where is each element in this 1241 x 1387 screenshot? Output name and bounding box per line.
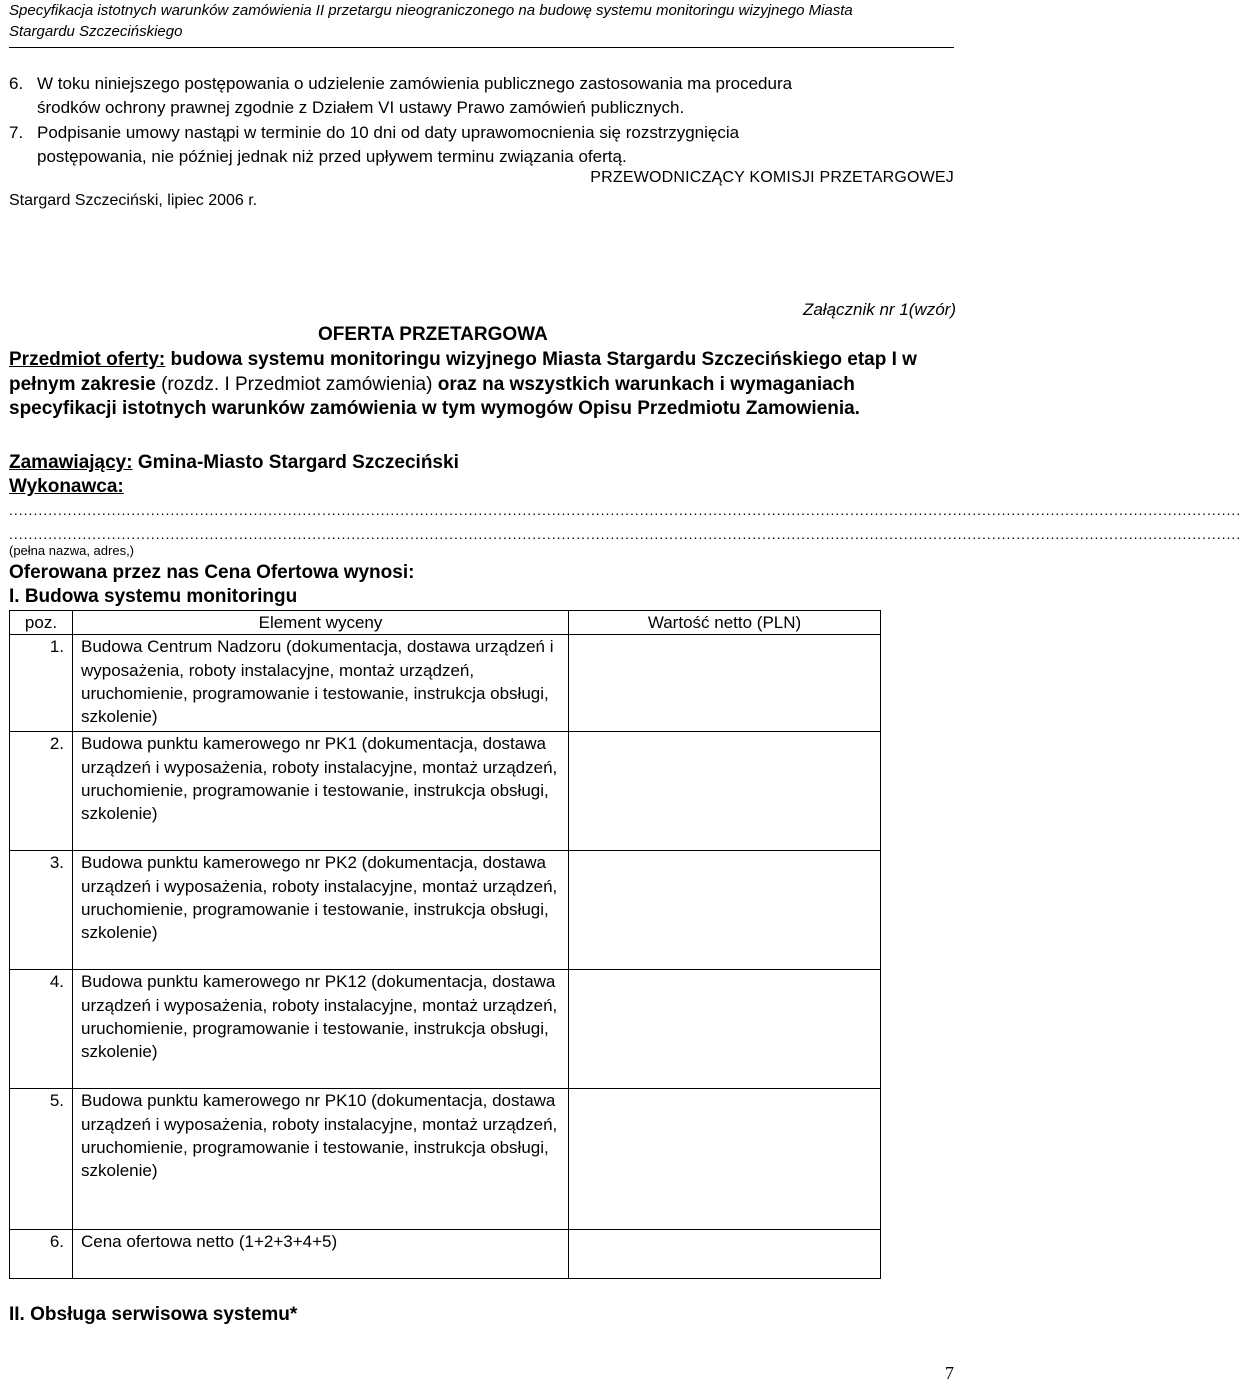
paragraph-number: 7. [9, 123, 24, 142]
document-header [9, 0, 954, 48]
header-line-1: Specyfikacja istotnych warunków zamówienia II przetargu nieograniczonego na budowę systemu monitoringu wizyjnego Miasta [9, 2, 853, 19]
table-row [10, 1089, 881, 1230]
row-description: Budowa Centrum Nadzoru (dokumentacja, dostawa urządzeń i wyposażenia, roboty instalacyjne, montaż urządzeń, uruchomienie, programowanie i testowanie, instrukcja obsługi, szkolenie) [73, 635, 569, 732]
subject-conditions: oraz na wszystkich warunkach i wymaganiach specyfikacji istotnych warunków zamówienia w tym wymogów Opisu Przedmiotu Zamowienia. [9, 373, 860, 419]
row-value [569, 851, 881, 970]
contractor-line [9, 475, 124, 499]
subject-reference: (rozdz. I Przedmiot zamówienia) [161, 373, 433, 395]
header-net-value: Wartość netto (PLN) [569, 611, 881, 635]
contractor-label: Wykonawca: [9, 476, 124, 497]
row-number: 3. [10, 851, 73, 970]
contractor-dots-line: ............................................................................................................................................................................................................................................................ [9, 526, 1241, 542]
row-description: Budowa punktu kamerowego nr PK1 (dokumentacja, dostawa urządzeń i wyposażenia, roboty instalacyjne, montaż urządzeń, uruchomienie, programowanie i testowanie, instrukcja obsługi, szkolenie) [73, 732, 569, 851]
client-value: Gmina-Miasto Stargard Szczeciński [132, 452, 459, 473]
header-element: Element wyceny [73, 611, 569, 635]
row-number: 2. [10, 732, 73, 851]
row-number: 4. [10, 970, 73, 1089]
table-header-row [10, 611, 881, 635]
paragraph-number: 6. [9, 74, 24, 93]
section-2-title: II. Obsługa serwisowa systemu* [9, 1304, 298, 1325]
price-heading: Oferowana przez nas Cena Ofertowa wynosi: [9, 562, 415, 583]
paragraph-line: Podpisanie umowy nastąpi w terminie do 10 dni od daty uprawomocnienia się rozstrzygnięcia [37, 123, 740, 142]
paragraph-line: środków ochrony prawnej zgodnie z Działem VI ustawy Prawo zamówień publicznych. [37, 98, 685, 117]
paragraph-line: postępowania, nie później jednak niż przed upływem terminu związania ofertą. [37, 147, 627, 166]
row-value [569, 732, 881, 851]
row-number: 1. [10, 635, 73, 732]
row-description: Budowa punktu kamerowego nr PK10 (dokumentacja, dostawa urządzeń i wyposażenia, roboty instalacyjne, montaż urządzeń, uruchomienie, programowanie i testowanie, instrukcja obsługi, szkolenie) [73, 1089, 569, 1230]
chairman-signature: PRZEWODNICZĄCY KOMISJI PRZETARGOWEJ [590, 169, 954, 186]
row-value [569, 1230, 881, 1279]
paragraph-7 [9, 121, 740, 169]
subject-text: budowa systemu monitoringu wizyjnego Miasta Stargardu Szczecińskiego etap I w pełnym zakresie [9, 349, 917, 395]
table-row [10, 970, 881, 1089]
paragraph-6 [9, 72, 793, 120]
row-value [569, 1089, 881, 1230]
row-number: 6. [10, 1230, 73, 1279]
table-row-total [10, 1230, 881, 1279]
client-line [9, 451, 459, 475]
contractor-hint: (pełna nazwa, adres,) [9, 543, 135, 558]
table-row [10, 732, 881, 851]
row-value [569, 970, 881, 1089]
table-row [10, 635, 881, 732]
offer-table [9, 610, 881, 1279]
contractor-dots-line: ............................................................................................................................................................................................................................................................ [9, 502, 1241, 518]
section-1-title: I. Budowa systemu monitoringu [9, 586, 298, 607]
row-value [569, 635, 881, 732]
page-number: 7 [945, 1363, 954, 1383]
row-number: 5. [10, 1089, 73, 1230]
header-line-2: Stargardu Szczecińskiego [9, 23, 183, 40]
offer-subject [9, 348, 949, 422]
subject-label: Przedmiot oferty: [9, 349, 166, 370]
row-description: Budowa punktu kamerowego nr PK2 (dokumentacja, dostawa urządzeń i wyposażenia, roboty instalacyjne, montaż urządzeń, uruchomienie, programowanie i testowanie, instrukcja obsługi, szkolenie) [73, 851, 569, 970]
offer-title: OFERTA PRZETARGOWA [318, 324, 548, 345]
annex-label: Załącznik nr 1(wzór) [802, 300, 956, 319]
header-position: poz. [10, 611, 73, 635]
client-label: Zamawiający: [9, 452, 133, 473]
row-description: Budowa punktu kamerowego nr PK12 (dokumentacja, dostawa urządzeń i wyposażenia, roboty instalacyjne, montaż urządzeń, uruchomienie, programowanie i testowanie, instrukcja obsługi, szkolenie) [73, 970, 569, 1089]
row-description: Cena ofertowa netto (1+2+3+4+5) [73, 1230, 569, 1279]
place-date: Stargard Szczeciński, lipiec 2006 r. [9, 192, 258, 209]
paragraph-line: W toku niniejszego postępowania o udzielenie zamówienia publicznego zastosowania ma procedura [37, 74, 793, 93]
table-row [10, 851, 881, 970]
